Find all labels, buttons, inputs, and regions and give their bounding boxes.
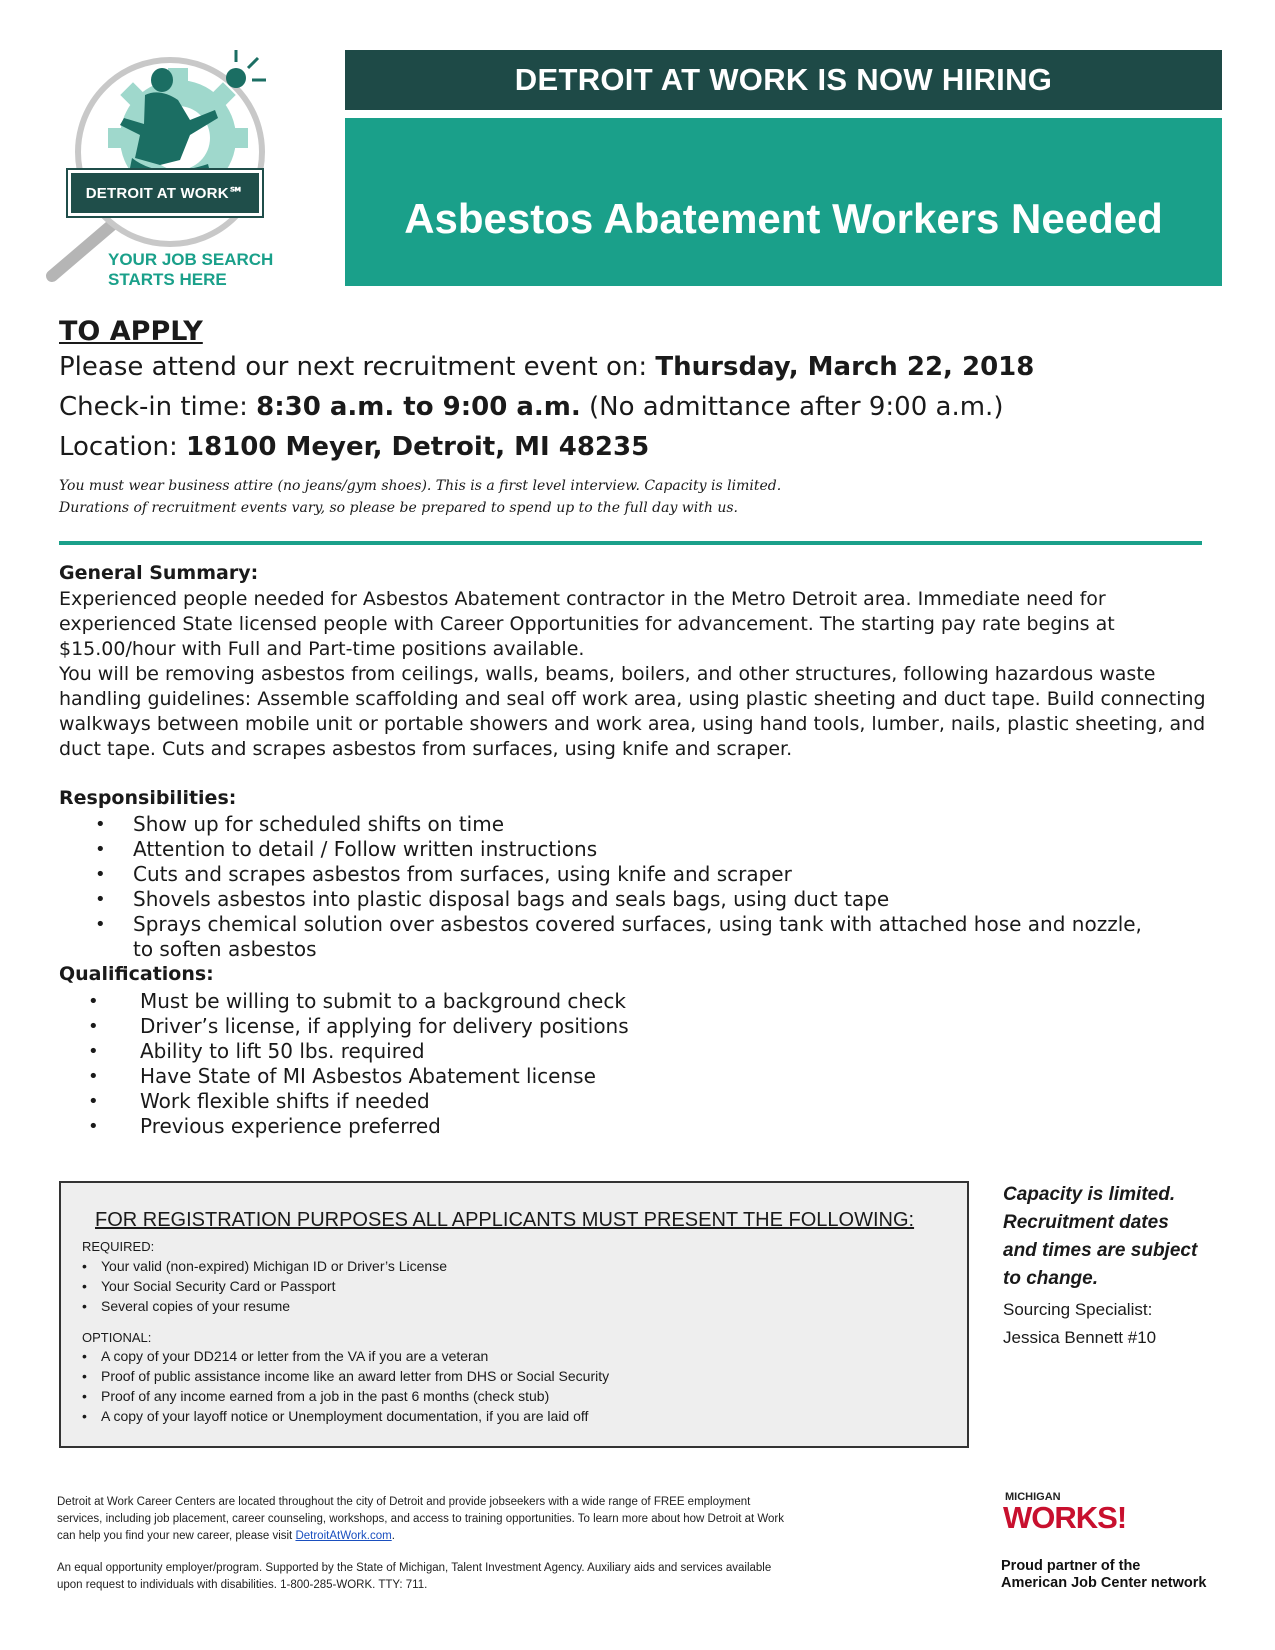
list-item: • Your valid (non-expired) Michigan ID or Driver’s License xyxy=(82,1256,447,1276)
list-item: • Several copies of your resume xyxy=(82,1296,447,1316)
optional-label: OPTIONAL: xyxy=(82,1330,152,1345)
list-item: • Work flexible shifts if needed xyxy=(88,1089,430,1113)
list-item: • Show up for scheduled shifts on time xyxy=(95,812,505,836)
job-title-banner: Asbestos Abatement Workers Needed xyxy=(345,118,1222,286)
registration-title: FOR REGISTRATION PURPOSES ALL APPLICANTS MUST PRESENT THE FOLLOWING: xyxy=(95,1209,915,1231)
responsibilities-heading: Responsibilities: xyxy=(59,787,237,809)
list-item: • Driver’s license, if applying for delivery positions xyxy=(88,1014,629,1038)
list-item: • Have State of MI Asbestos Abatement license xyxy=(88,1064,596,1088)
list-item: • Attention to detail / Follow written instructions xyxy=(95,837,598,861)
capacity-note: Capacity is limited. Recruitment dates and times are subject to change. xyxy=(1003,1184,1198,1289)
list-item: • Shovels asbestos into plastic disposal bags and seals bags, using duct tape xyxy=(95,887,890,911)
qualifications-list xyxy=(88,989,629,1139)
responsibilities-list xyxy=(95,812,1142,962)
list-item: • Proof of public assistance income like an award letter from DHS or Social Security xyxy=(82,1366,609,1386)
list-item: • Your Social Security Card or Passport xyxy=(82,1276,447,1296)
partner-text: Proud partner of the American Job Center network xyxy=(1001,1558,1207,1591)
summary-paragraph-1: Experienced people needed for Asbestos Abatement contractor in the Metro Detroit area. Immediate need for experienced State licensed people with Career Opportunities for advancement. The starting pay rate begins at $15.00/hour with Full and Part-time positions available. xyxy=(59,588,1115,660)
event-date-line: Please attend our next recruitment event on: Thursday, March 22, 2018 xyxy=(59,352,1035,382)
to-apply-heading: TO APPLY xyxy=(59,316,203,347)
summary-paragraph-2: You will be removing asbestos from ceilings, walls, beams, boilers, and other structures, following hazardous waste handling guidelines: Assemble scaffolding and seal off work area, using plastic sheeting and duct tape. Build connecting walkways between mobile unit or portable showers and work area, using hand tools, lumber, nails, plastic sheeting, and duct tape. Cuts and scrapes asbestos from surfaces, using knife and scraper. xyxy=(59,663,1206,760)
list-item: • Cuts and scrapes asbestos from surfaces, using knife and scraper xyxy=(95,862,792,886)
list-item: • Ability to lift 50 lbs. required xyxy=(88,1039,425,1063)
list-item: • A copy of your DD214 or letter from the VA if you are a veteran xyxy=(82,1346,609,1366)
checkin-line: Check-in time: 8:30 a.m. to 9:00 a.m. (No admittance after 9:00 a.m.) xyxy=(59,392,1004,422)
hiring-banner: DETROIT AT WORK IS NOW HIRING xyxy=(345,50,1222,110)
general-summary-heading: General Summary: xyxy=(59,562,259,584)
duration-note: Durations of recruitment events vary, so please be prepared to spend up to the full day with us. xyxy=(59,500,739,516)
logo-tagline: YOUR JOB SEARCH STARTS HERE xyxy=(108,250,274,289)
qualifications-heading: Qualifications: xyxy=(59,963,214,985)
sourcing-specialist: Sourcing Specialist: Jessica Bennett #10 xyxy=(1003,1300,1157,1347)
list-item-continuation: to soften asbestos xyxy=(133,937,317,961)
michigan-works-logo: WORKS! xyxy=(1003,1500,1127,1535)
section-divider xyxy=(59,541,1202,545)
logo-badge: DETROIT AT WORK℠ xyxy=(68,170,262,216)
list-item: • Sprays chemical solution over asbestos covered surfaces, using tank with attached hose and nozzle, xyxy=(95,912,1142,936)
footer-eeo: An equal opportunity employer/program. Supported by the State of Michigan, Talent Investment Agency. Auxiliary aids and services available upon request to individuals with disabilities. 1-800-285-WORK. TTY: 711. xyxy=(57,1562,772,1591)
list-item: • A copy of your layoff notice or Unemployment documentation, if you are laid off xyxy=(82,1406,609,1426)
michigan-works-logo-small-text: MICHIGAN xyxy=(1005,1491,1061,1503)
list-item: • Must be willing to submit to a background check xyxy=(88,989,626,1013)
required-label: REQUIRED: xyxy=(82,1239,155,1254)
location-line: Location: 18100 Meyer, Detroit, MI 48235 xyxy=(59,432,650,462)
optional-list xyxy=(82,1346,609,1426)
footer-about: Detroit at Work Career Centers are located throughout the city of Detroit and provide jobseekers with a wide range of FREE employment services, including job placement, career counseling, workshops, and access to training opportunities. To learn more about how Detroit at Work can help you find your new career, please visit DetroitAtWork.com. xyxy=(57,1496,785,1542)
list-item: • Proof of any income earned from a job in the past 6 months (check stub) xyxy=(82,1386,609,1406)
list-item: • Previous experience preferred xyxy=(88,1114,441,1138)
attire-note: You must wear business attire (no jeans/gym shoes). This is a first level interview. Capacity is limited. xyxy=(59,478,782,494)
detroit-at-work-link[interactable]: DetroitAtWork.com xyxy=(295,1530,392,1542)
required-list xyxy=(82,1256,447,1316)
